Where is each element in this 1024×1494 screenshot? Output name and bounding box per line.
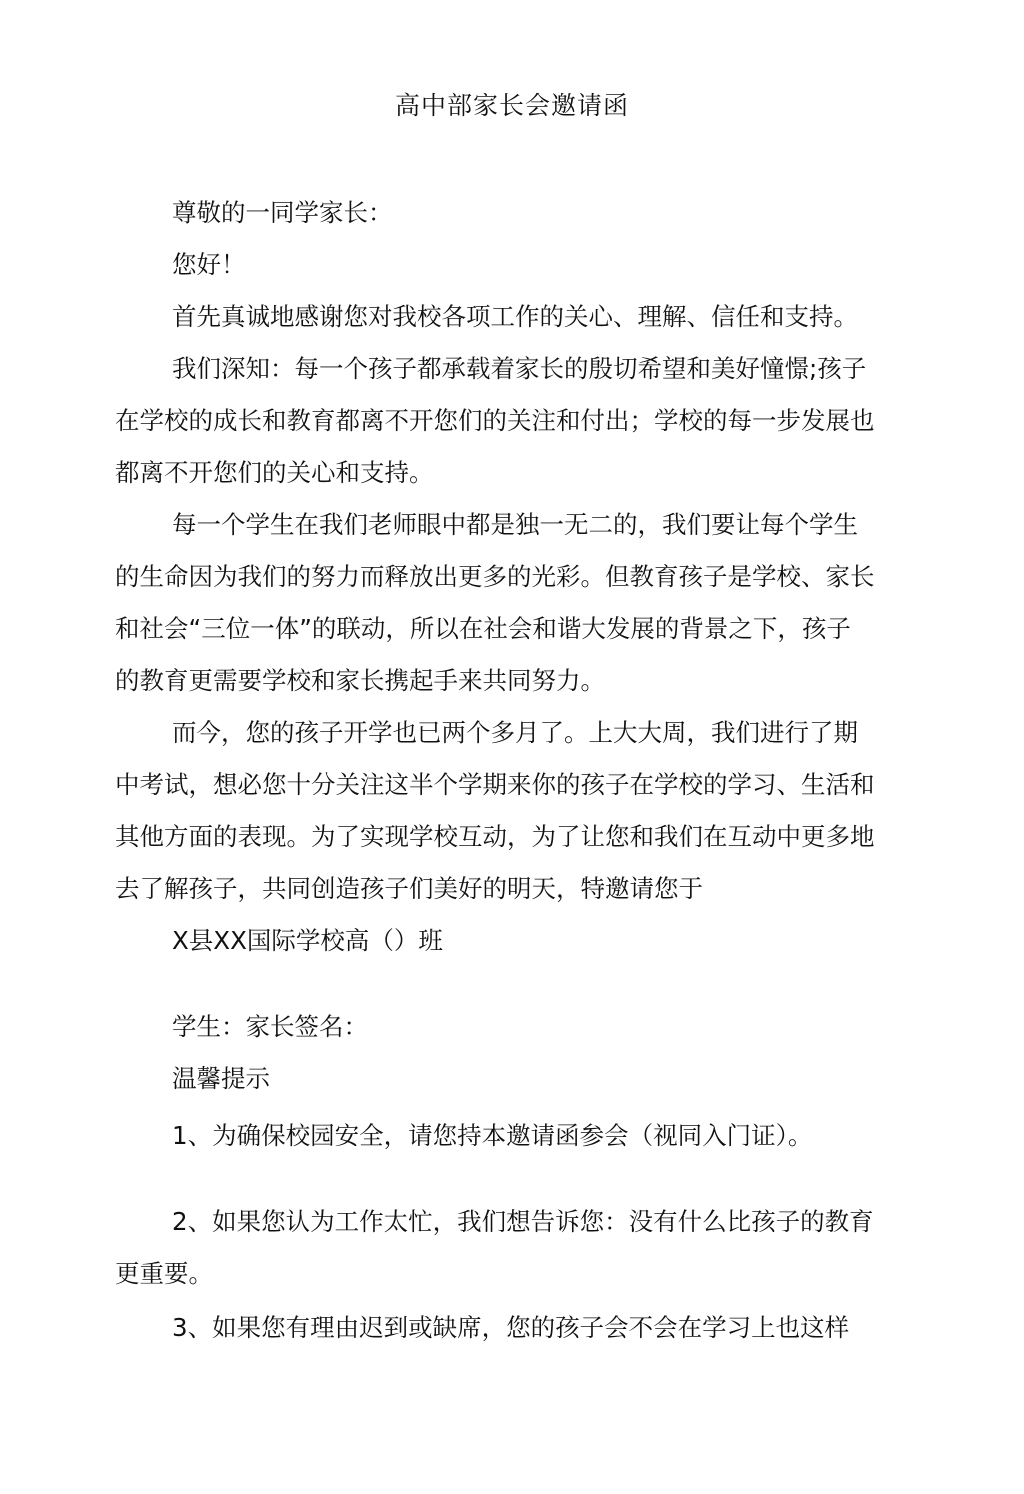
tips-heading: 温馨提示 <box>172 1064 270 1093</box>
tip-item: 1、为确保校园安全，请您持本邀请函参会（视同入门证）。 <box>172 1121 813 1150</box>
tip-item: 3、如果您有理由迟到或缺席，您的孩子会不会在学习上也这样 <box>172 1313 850 1342</box>
tip-item: 2、如果您认为工作太忙，我们想告诉您：没有什么比孩子的教育更重要。 <box>115 1207 874 1288</box>
school-class-line: X县XX国际学校高（）班 <box>172 926 443 955</box>
signature-line: 学生：家长签名： <box>172 1012 368 1041</box>
paragraph-invitation: 而今，您的孩子开学也已两个多月了。上大大周，我们进行了期中考试，想必您十分关注这半个学期来你的孩子在学校的学习、生活和其他方面的表现。为了实现学校互动，为了让您和我们在互动中更多地去了解孩子，共同创造孩子们美好的明天，特邀请您于 <box>115 718 875 903</box>
salutation: 尊敬的一同学家长： <box>172 198 393 227</box>
paragraph-awareness: 我们深知：每一个孩子都承载着家长的殷切希望和美好憧憬;孩子在学校的成长和教育都离不开您们的关注和付出；学校的每一步发展也都离不开您们的关心和支持。 <box>115 354 875 487</box>
document-title: 高中部家长会邀请函 <box>394 91 629 120</box>
paragraph-unique-students: 每一个学生在我们老师眼中都是独一无二的，我们要让每个学生的生命因为我们的努力而释放出更多的光彩。但教育孩子是学校、家长和社会“三位一体”的联动，所以在社会和谐大发展的背景之下，孩子的教育更需要学校和家长携起手来共同努力。 <box>115 510 875 695</box>
greeting: 您好！ <box>172 250 246 279</box>
paragraph-thanks: 首先真诚地感谢您对我校各项工作的关心、理解、信任和支持。 <box>172 302 858 331</box>
